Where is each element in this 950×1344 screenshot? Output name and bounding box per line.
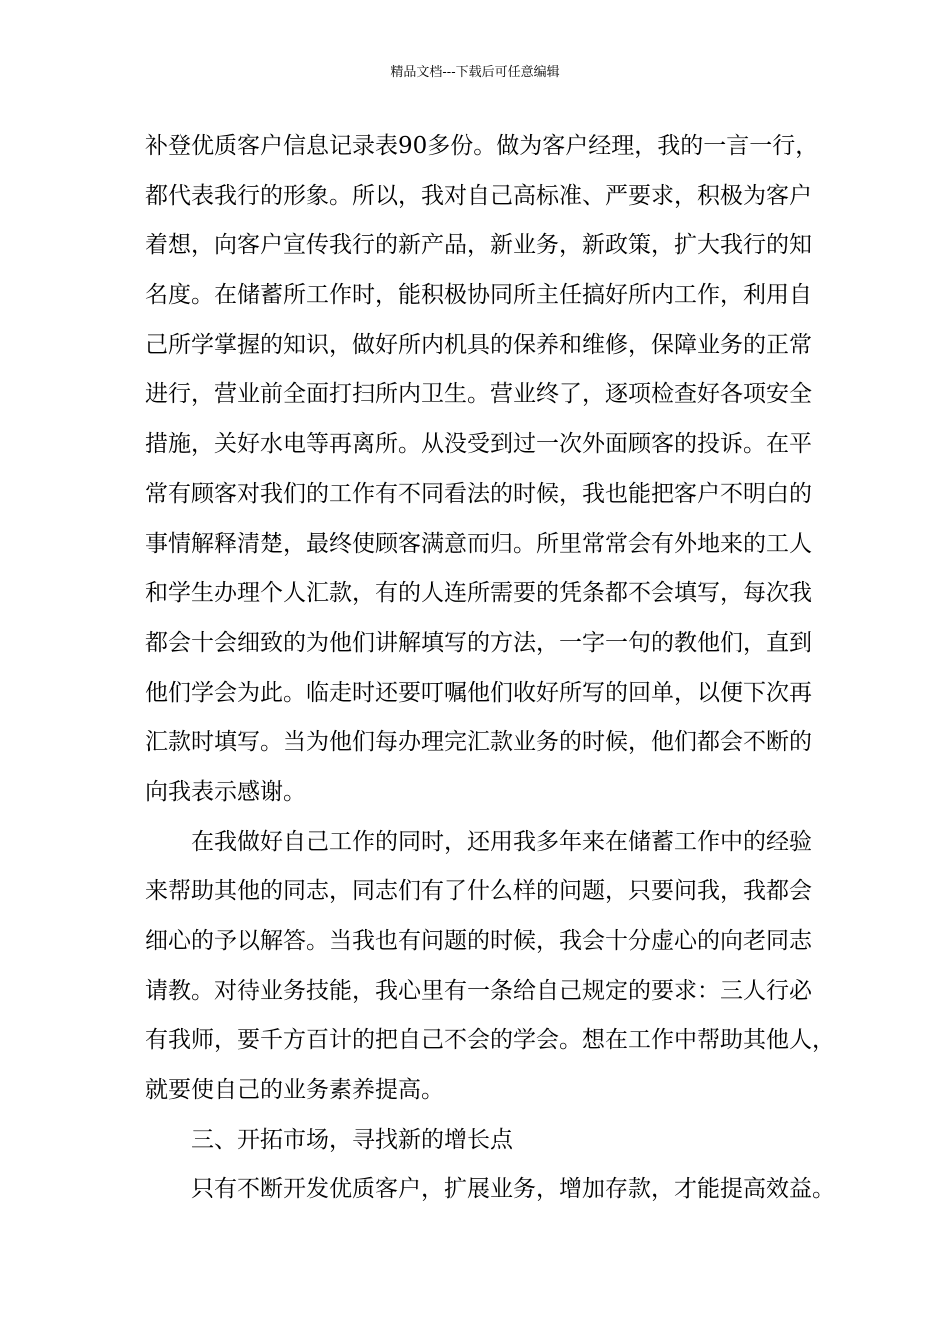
text-line: 常有顾客对我们的工作有不同看法的时候，我也能把客户不明白的 (145, 480, 812, 507)
text-line: 他们学会为此。临走时还要叮嘱他们收好所写的回单，以便下次再 (145, 679, 812, 706)
text-line: 汇款时填写。当为他们每办理完汇款业务的时候，他们都会不断的 (145, 729, 812, 756)
text-line: 和学生办理个人汇款，有的人连所需要的凭条都不会填写，每次我 (145, 580, 812, 607)
text-line: 己所学掌握的知识，做好所内机具的保养和维修，保障业务的正常 (145, 331, 812, 358)
text-line: 事情解释清楚，最终使顾客满意而归。所里常常会有外地来的工人 (145, 530, 812, 557)
text-line: 来帮助其他的同志，同志们有了什么样的问题，只要问我，我都会 (145, 878, 812, 905)
paragraph-first-line: 在我做好自己工作的同时，还用我多年来在储蓄工作中的经验 (191, 828, 812, 855)
text-line: 向我表示感谢。 (145, 778, 306, 805)
text-line: 着想，向客户宣传我行的新产品，新业务，新政策，扩大我行的知 (145, 232, 812, 259)
text-line: 都代表我行的形象。所以，我对自己高标准、严要求，积极为客户 (145, 182, 812, 209)
section-heading: 三、开拓市场，寻找新的增长点 (191, 1126, 513, 1153)
text-line: 请教。对待业务技能，我心里有一条给自己规定的要求：三人行必 (145, 977, 812, 1004)
text-line: 名度。在储蓄所工作时，能积极协同所主任搞好所内工作，利用自 (145, 282, 812, 309)
document-body (145, 126, 835, 1219)
paragraph-first-line: 只有不断开发优质客户，扩展业务，增加存款，才能提高效益。 (191, 1176, 835, 1203)
text-line: 都会十会细致的为他们讲解填写的方法，一字一句的教他们，直到 (145, 629, 812, 656)
text-line: 进行，营业前全面打扫所内卫生。营业终了，逐项检查好各项安全 (145, 381, 812, 408)
text-line: 细心的予以解答。当我也有问题的时候，我会十分虚心的向老同志 (145, 928, 812, 954)
text-line: 有我师，要千方百计的把自己不会的学会。想在工作中帮助其他人， (145, 1027, 835, 1054)
text-line: 措施，关好水电等再离所。从没受到过一次外面顾客的投诉。在平 (145, 431, 812, 458)
text-line: 补登优质客户信息记录表90多份。做为客户经理，我的一言一行， (145, 133, 819, 159)
page-header: 精品文档---下载后可任意编辑 (390, 65, 560, 80)
text-line: 就要使自己的业务素养提高。 (145, 1077, 444, 1104)
